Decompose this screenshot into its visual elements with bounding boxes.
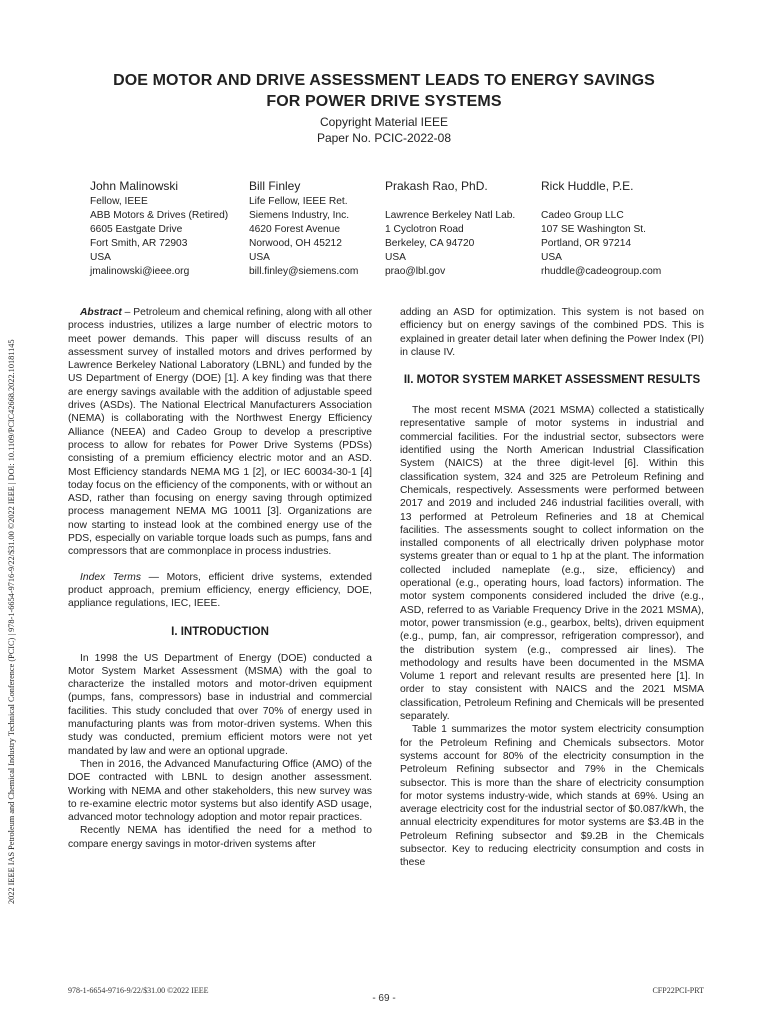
author-line: Fort Smith, AR 72903 [90, 238, 188, 249]
author-line: 107 SE Washington St. [541, 224, 646, 235]
index-terms-text: — Motors, efficient drive systems, extended product approach, premium efficiency, energy efficiency, DOE, appliance regulations, IEC, IEEE. [68, 571, 372, 610]
body-paragraph: adding an ASD for optimization. This system is not based on efficiency but on energy savings of the combined PDS. This is explained in greater detail later when defining the Power Index (PI) in clause IV. [400, 307, 704, 358]
author-line: 1 Cyclotron Road [385, 224, 464, 235]
author-line: USA [385, 252, 406, 263]
body-paragraph: Table 1 summarizes the motor system electricity consumption for the Petroleum Refining and Chemicals subsectors. Motor systems account for 80% of the electricity consumption in the Petroleum Refining subsector and 79% in the Chemicals subsector. This is more than the share of electricity consumption for motor systems industry-wide, which stands at 69%. Using an average electricity cost for the industrial sector of $0.087/kWh, the annual electricity expenditures for motor systems are $3.4B in the Petroleum Refining subsector and $9.2B in the Chemicals subsector. Key to reducing electricity consumption and costs in these [400, 724, 704, 869]
author-line: Fellow, IEEE [90, 196, 148, 207]
abstract-label: Abstract [80, 307, 122, 318]
paper-number: Paper No. PCIC-2022-08 [316, 131, 452, 145]
abstract-text: – Petroleum and chemical refining, along with all other process industries, utilizes a large number of electric motors to meet power demands. This paper will discuss results of an assessment survey of installed motors and drives performed by Lawrence Berkeley National Laboratory (LBNL) and funded by the US Department of Energy (DOE) [1]. A key finding was that there are energy savings available with the addition of adjustable speed drives (ASDs). The National Electrical Manufacturers Association (NEMA) is collaborating with the Northwest Energy Efficiency Alliance (NEEA) and Cadeo Group to develop a prescriptive process to allow for rebates for Power Drive Systems (PDSs) consisting of a premium efficiency electric motor and an ASD. Most Efficiency standards NEMA MG 1 [2], or IEC 60034-30-1 [4] today focus on the efficiency of the components, with or without an ASD, rather than focusing on energy saving through optimized process management NEMA MG 10011 [3]. Organizations are now starting to instead look at the combined energy use of the PDS, especially on variable torque loads such as pumps, fans and compressors that are commonplace in process industries. [68, 307, 372, 558]
author-block-3 [385, 178, 515, 279]
paper-title [60, 70, 708, 112]
author-email: prao@lbl.gov [385, 266, 446, 277]
author-line: 4620 Forest Avenue [249, 224, 341, 235]
author-line: Lawrence Berkeley Natl Lab. [385, 210, 516, 221]
author-line: Berkeley, CA 94720 [385, 238, 475, 249]
right-column [400, 306, 704, 870]
body-paragraph: The most recent MSMA (2021 MSMA) collected a statistically representative sample of motor systems in industrial and commercial facilities. For the industrial sector, subsectors were identified using the North American Industrial Classification System (NAICS) at the three digit-level [6]. Within this classification system, 324 and 325 are Petroleum Refining and Chemicals, respectively. Assessments were performed between 2017 and 2019 and included 246 industrial facilities overall, with 13 performed at Petroleum Refineries and 18 at Chemical facilities. The assessments sought to collect information on the installed components of all electrically driven polyphase motor systems greater than or equal to 1 hp at the plant. The information collected included nameplate (e.g., size, efficiency) and operational (e.g., operating hours, load factors) information. The motor system components considered included the drive (e.g., ASD, referred to as Variable Frequency Drive in the 2021 MSMA), motor, power transmission (e.g., gearbox, belts), driven equipment (e.g., pump, fan, air compressor, refrigeration compressor), and the distribution system (e.g., compressed air lines). The methodology and results have been documented in the MSMA Volume 1 report and relevant results are presented here [1]. In order to stay consistent with NAICS and the 2021 MSMA classification, Petroleum Refining and Chemicals will be presented separately. [400, 405, 704, 723]
section-heading-introduction: I. INTRODUCTION [171, 625, 269, 638]
body-paragraph: In 1998 the US Department of Energy (DOE) conducted a Motor System Market Assessment (MSMA) with the goal to characterize the installed motors and motor-driven equipment (pumps, fans, compressors) base in industrial and commercial facilities. This study concluded that over 70% of energy used in manufacturing plants was from motor-driven systems. When this study was conducted, premium efficient motors were not yet mandated by law and were an optional upgrade. [68, 652, 372, 757]
footer-isbn: 978-1-6654-9716-9/22/$31.00 ©2022 IEEE [68, 986, 209, 995]
copyright-line: Copyright Material IEEE [319, 115, 449, 129]
author-line [541, 195, 661, 209]
author-block-4 [541, 178, 661, 279]
author-block-1 [90, 178, 228, 279]
author-line: USA [90, 252, 111, 263]
abstract-paragraph [68, 306, 372, 559]
author-line: Cadeo Group LLC [541, 210, 624, 221]
section-heading-results: II. MOTOR SYSTEM MARKET ASSESSMENT RESULTS [403, 374, 701, 387]
author-line: Siemens Industry, Inc. [249, 210, 350, 221]
author-name: Rick Huddle, P.E. [541, 179, 634, 193]
author-email: bill.finley@siemens.com [249, 266, 359, 277]
title-line-2: FOR POWER DRIVE SYSTEMS [266, 93, 502, 110]
author-name: Prakash Rao, PhD. [385, 179, 488, 193]
footer-code: CFP22PCI-PRT [652, 986, 704, 995]
index-terms-paragraph [68, 571, 372, 611]
author-line: 6605 Eastgate Drive [90, 224, 183, 235]
author-name: Bill Finley [249, 179, 301, 193]
author-block-2 [249, 178, 358, 279]
title-line-1: DOE MOTOR AND DRIVE ASSESSMENT LEADS TO ENERGY SAVINGS [113, 72, 655, 89]
body-paragraph: Then in 2016, the Advanced Manufacturing Office (AMO) of the DOE contracted with LBNL to design another assessment. Working with NEMA and other stakeholders, this new survey was to re-examine electric motor systems but also identify ASD usage, advanced motor technology adoption and motor repair practices. [68, 758, 372, 824]
page-number: - 69 - [372, 993, 396, 1004]
author-line [385, 195, 515, 209]
author-email: rhuddle@cadeogroup.com [541, 266, 662, 277]
left-column [68, 306, 372, 851]
author-line: USA [249, 252, 270, 263]
author-email: jmalinowski@ieee.org [90, 266, 190, 277]
author-line: Life Fellow, IEEE Ret. [249, 196, 348, 207]
author-line: USA [541, 252, 562, 263]
side-citation-text: 2022 IEEE IAS Petroleum and Chemical Industry Technical Conference (PCIC) | 978-1-6654-9716-9/22/$31.00 ©2022 IEEE | DOI: 10.1109/PCIC42668.2022.10181145 [7, 339, 16, 904]
author-line: Norwood, OH 45212 [249, 238, 342, 249]
side-citation [6, 164, 18, 904]
author-line: ABB Motors & Drives (Retired) [90, 210, 229, 221]
author-name: John Malinowski [90, 179, 179, 193]
index-terms-label: Index Terms [80, 571, 142, 583]
body-paragraph: Recently NEMA has identified the need for a method to compare energy savings in motor-driven systems after [68, 825, 372, 850]
author-line: Portland, OR 97214 [541, 238, 632, 249]
